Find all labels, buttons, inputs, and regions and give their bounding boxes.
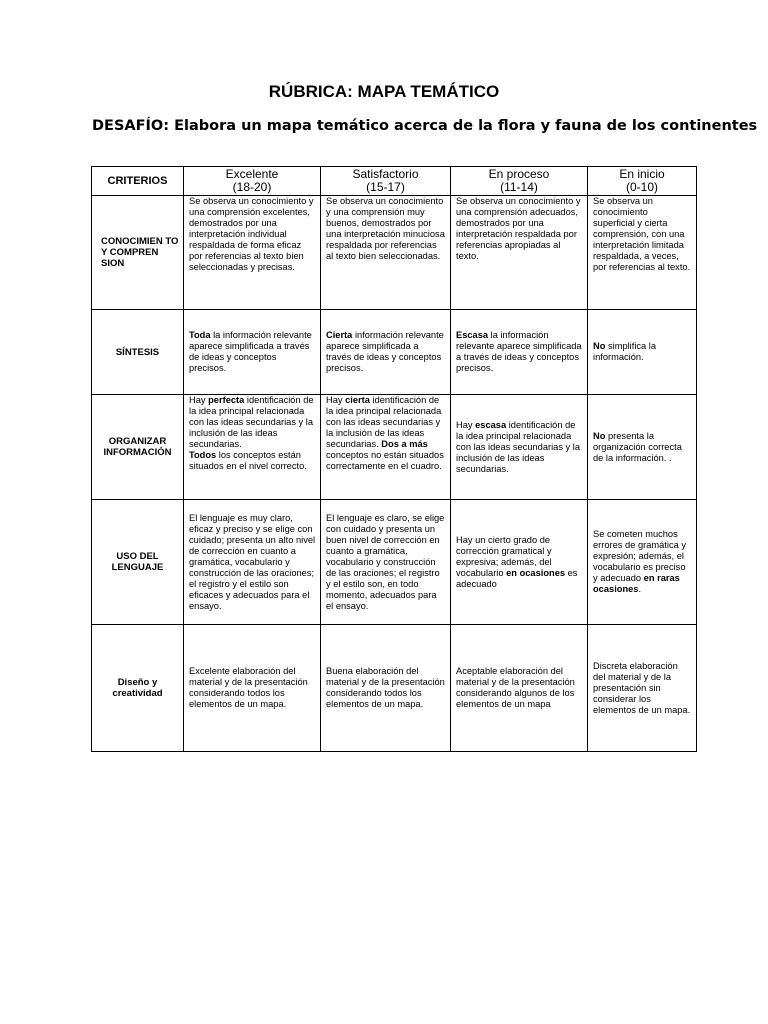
criterion-label: CONOCIMIEN TO Y COMPREN SION [92, 196, 184, 310]
cell-text: presenta la organización correcta de la información. . [593, 430, 682, 463]
table-row [92, 625, 697, 752]
rubric-cell: Se observa un conocimiento y una comprensión muy buenos, demostrados por una interpretación minuciosa respaldada por referencias al texto bien seleccionadas. [321, 196, 451, 310]
criterion-label: SÍNTESIS [92, 310, 184, 395]
cell-text: la información relevante aparece simplificada a través de ideas y conceptos precisos. [189, 330, 312, 373]
cell-text: Se cometen muchos errores de gramática y expresión; además, el vocabulario es preciso y adecuado [593, 529, 687, 583]
cell-text: identificación de la idea principal relacionada con las ideas secundarias y la inclusión de las ideas secundarias. [189, 395, 314, 449]
table-row [92, 196, 697, 310]
cell-text: Hay [326, 395, 346, 405]
header-range: (18-20) [232, 180, 272, 194]
criterion-label: USO DEL LENGUAJE [92, 500, 184, 625]
emphasis-text: en raras ocasiones [593, 573, 680, 594]
header-range: (11-14) [500, 180, 538, 194]
emphasis-text: cierta [345, 395, 370, 405]
header-name: En proceso [488, 167, 550, 181]
rubric-cell [451, 500, 588, 625]
cell-text: Hay un cierto grado de corrección gramatical y expresiva; además, del vocabulario [456, 534, 552, 578]
emphasis-text: perfecta [208, 395, 245, 405]
rubric-cell: Aceptable elaboración del material y de la presentación considerando algunos de los elementos de un mapa [451, 625, 588, 752]
header-en-inicio [588, 167, 697, 196]
rubric-cell [588, 395, 697, 500]
cell-text: la información relevante aparece simplificada a través de ideas y conceptos precisos. [456, 330, 582, 373]
criterion-label: ORGANIZAR INFORMACIÓN [92, 395, 184, 500]
cell-text: es adecuado [456, 567, 578, 589]
rubric-cell [321, 395, 451, 500]
cell-text: . [638, 584, 642, 594]
emphasis-text: escasa [475, 419, 507, 430]
header-range: (15-17) [366, 180, 405, 194]
rubric-cell: Excelente elaboración del material y de la presentación considerando todos los elementos de un mapa. [184, 625, 321, 752]
cell-text: los conceptos están situados en el nivel correcto. [189, 450, 307, 471]
header-name: Excelente [225, 167, 279, 181]
rubric-cell: Se observa un conocimiento superficial y cierta comprensión, con una interpretación limitada respaldada, a veces, por referencias al texto. [588, 196, 697, 310]
emphasis-text: Toda [189, 330, 211, 340]
rubric-cell [184, 310, 321, 395]
table-row [92, 310, 697, 395]
header-en-proceso [451, 167, 588, 196]
rubric-cell [184, 395, 321, 500]
cell-text: identificación de la idea principal relacionada con las ideas secundarias y la inclusión de las ideas secundarias. [456, 419, 581, 474]
page-title: RÚBRICA: MAPA TEMÁTICO [268, 82, 500, 101]
emphasis-text: Todos [189, 450, 217, 460]
rubric-table [91, 166, 697, 752]
rubric-cell [321, 310, 451, 395]
cell-text: identificación de la idea principal relacionada con las ideas secundarias y la inclusión de las ideas secundarias. [326, 395, 442, 449]
cell-text: simplifica la información. [593, 341, 657, 362]
rubric-cell: El lenguaje es claro, se elige con cuidado y presenta un buen nivel de corrección en cuanto a gramática, vocabulario y construcción de las oraciones; el registro y el estilo son, en todo momento, adecuados para el ensayo. [321, 500, 451, 625]
challenge-subtitle: DESAFÍO: Elabora un mapa temático acerca de la flora y fauna de los continentes [92, 118, 758, 134]
table-row [92, 395, 697, 500]
emphasis-text: No [593, 430, 606, 441]
rubric-cell: Buena elaboración del material y de la presentación considerando todos los elementos de un mapa. [321, 625, 451, 752]
header-name: En inicio [619, 167, 665, 181]
table-row [92, 500, 697, 625]
emphasis-text: Escasa [456, 330, 489, 340]
emphasis-text: Cierta [326, 330, 353, 340]
header-name: Satisfactorio [352, 167, 419, 181]
emphasis-text: Dos a más [381, 439, 428, 449]
rubric-cell: Discreta elaboración del material y de la presentación sin considerar los elementos de un mapa. [588, 625, 697, 752]
cell-text: información relevante aparece simplificada a través de ideas y conceptos precisos. [326, 330, 444, 373]
cell-text: Hay [456, 419, 476, 430]
rubric-cell: Se observa un conocimiento y una comprensión adecuados, demostrados por una interpretación respaldada por referencias apropiadas al texto. [451, 196, 588, 310]
rubric-cell [588, 500, 697, 625]
rubric-cell [451, 395, 588, 500]
header-criterios: CRITERIOS [92, 167, 184, 196]
header-excelente [184, 167, 321, 196]
cell-text: conceptos no están situados correctamente en el cuadro. [326, 450, 444, 471]
rubric-cell: Se observa un conocimiento y una comprensión excelentes, demostrados por una interpretación individual respaldada de forma eficaz por referencias al texto bien seleccionadas y precisas. [184, 196, 321, 310]
header-row [92, 167, 697, 196]
cell-text: Hay [189, 395, 209, 405]
header-range: (0-10) [625, 180, 658, 194]
header-satisfactorio [321, 167, 451, 196]
rubric-cell: El lenguaje es muy claro, eficaz y preciso y se elige con cuidado; presenta un alto nivel de corrección en cuanto a gramática, vocabulario y construcción de las oraciones; el registro y el estilo son eficaces y adecuados para el ensayo. [184, 500, 321, 625]
criterion-label: Diseño y creatividad [92, 625, 184, 752]
emphasis-text: en ocasiones [506, 567, 566, 578]
rubric-cell [451, 310, 588, 395]
emphasis-text: No [593, 341, 606, 351]
rubric-cell [588, 310, 697, 395]
